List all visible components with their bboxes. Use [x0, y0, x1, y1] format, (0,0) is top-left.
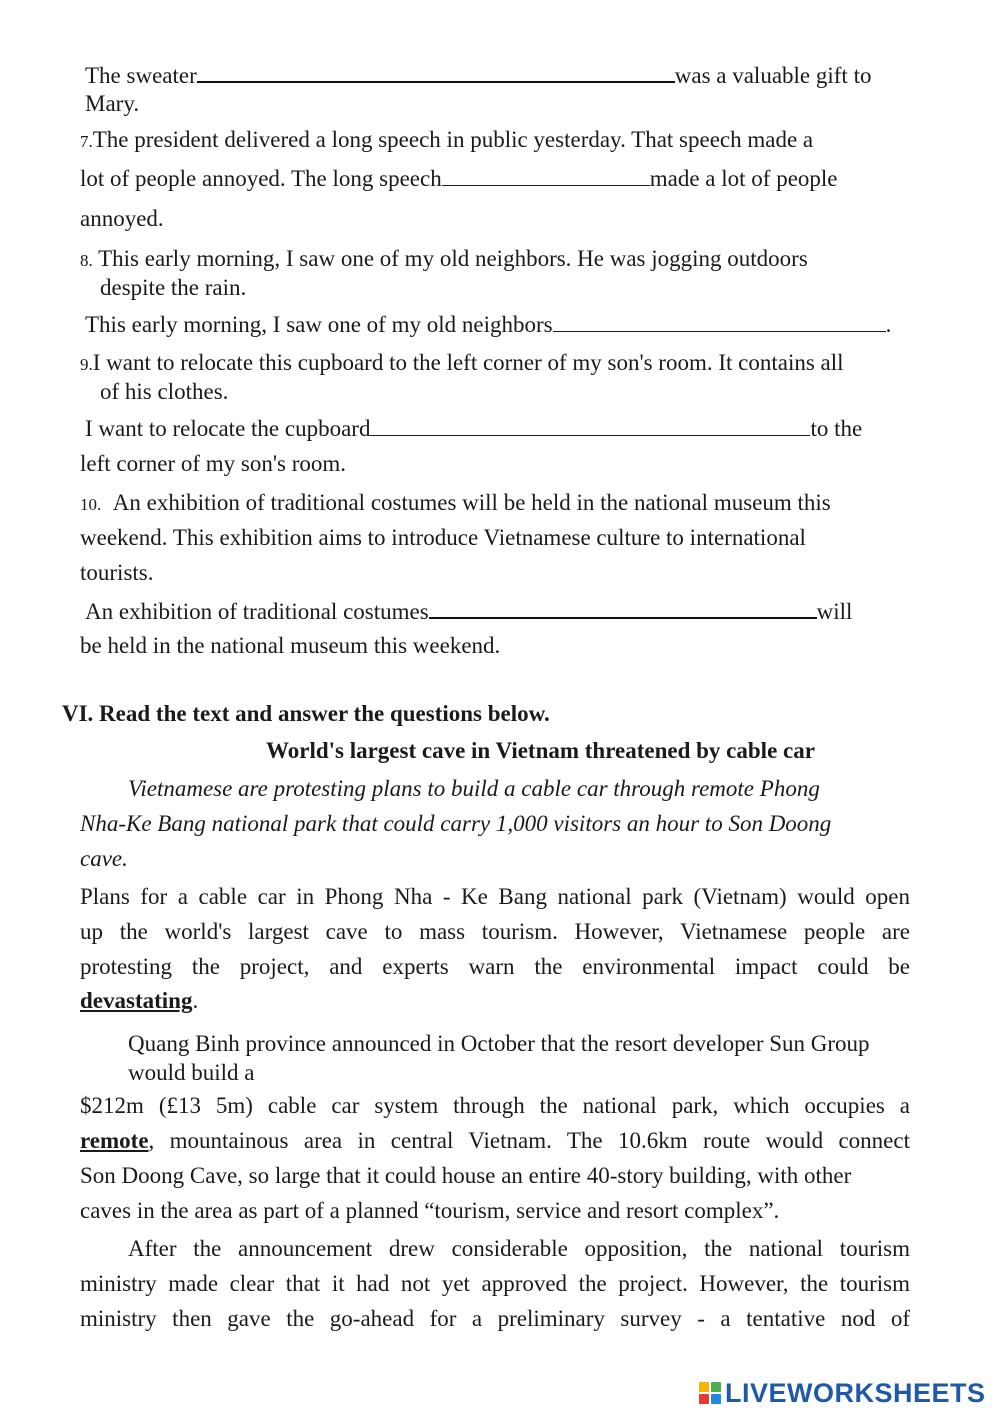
q9-number: 9.	[80, 355, 93, 374]
p2-line-2: would build a	[128, 1060, 255, 1085]
q6-answer-line-2: Mary.	[85, 91, 140, 116]
p3-line-1: After the announcement drew considerable opposition, the national tourism	[128, 1236, 910, 1261]
p1-line-3: protesting the project, and experts warn the environmental impact could be	[80, 954, 910, 979]
p3-line-3: ministry then gave the go-ahead for a preliminary survey - a tentative nod of	[80, 1306, 910, 1331]
q10-answer-blank[interactable]	[429, 597, 817, 619]
q9-prompt-line-2: of his clothes.	[100, 379, 229, 404]
p2-line-6: caves in the area as part of a planned “tourism, service and resort complex”.	[80, 1198, 780, 1223]
q9-answer-line-2: left corner of my son's room.	[80, 451, 347, 476]
keyword-remote: remote	[80, 1128, 149, 1153]
p2-line-3: $212m (£13 5m) cable car system through the national park, which occupies a	[80, 1093, 910, 1118]
q6-answer-blank[interactable]	[197, 61, 675, 83]
lead-line-1: Vietnamese are protesting plans to build a cable car through remote Phong	[128, 776, 820, 801]
p1-line-4: devastating.	[80, 988, 199, 1013]
q8-prompt-line-1: 8. This early morning, I saw one of my old neighbors. He was jogging outdoors	[80, 246, 808, 271]
q8-answer-line: This early morning, I saw one of my old neighbors .	[85, 312, 892, 337]
p1-line-2: up the world's largest cave to mass tourism. However, Vietnamese people are	[80, 919, 910, 944]
p3-line-2: ministry made clear that it had not yet approved the project. However, the tourism	[80, 1271, 910, 1296]
logo-text: LIVEWORKSHEETS	[725, 1377, 986, 1408]
p2-line-1: Quang Binh province announced in October that the resort developer Sun Group	[128, 1031, 870, 1056]
q7-prompt-line-2: lot of people annoyed. The long speech made a lot of people	[80, 166, 838, 191]
q8-answer-blank[interactable]	[553, 311, 886, 332]
q9-prompt-line-1: 9.I want to relocate this cupboard to the left corner of my son's room. It contains all	[80, 350, 844, 375]
q9-answer-line: I want to relocate the cupboard to the	[85, 416, 863, 441]
p2-line-4	[80, 1127, 910, 1155]
q10-answer-line-2: be held in the national museum this weekend.	[80, 633, 501, 658]
q10-prompt-line-3: tourists.	[80, 560, 154, 585]
q10-prompt-line-2: weekend. This exhibition aims to introduce Vietnamese culture to international	[80, 525, 806, 550]
p2-line-4-rest: , mountainous area in central Vietnam. The 10.6km route would connect	[148, 1128, 910, 1153]
q7-prompt-line-1: 7.The president delivered a long speech in public yesterday. That speech made a	[80, 127, 814, 152]
q10-prompt-line-1: 10. An exhibition of traditional costumes will be held in the national museum this	[80, 490, 831, 515]
q8-number: 8.	[80, 251, 93, 270]
logo-square-4	[711, 1394, 721, 1404]
q7-prompt-line-3: annoyed.	[80, 206, 164, 231]
q6-answer-line: The sweater was a valuable gift to	[85, 63, 872, 88]
q9-answer-blank[interactable]	[370, 415, 810, 436]
keyword-devastating: devastating	[80, 988, 193, 1013]
logo-square-2	[711, 1382, 721, 1392]
q10-number: 10.	[80, 495, 102, 514]
liveworksheets-logo	[698, 1378, 986, 1408]
logo-square-3	[699, 1394, 709, 1404]
section-heading: VI. Read the text and answer the questions below.	[62, 701, 550, 726]
q8-prompt-line-2: despite the rain.	[100, 275, 247, 300]
lead-line-2: Nha-Ke Bang national park that could carry 1,000 visitors an hour to Son Doong	[80, 811, 832, 836]
q7-number: 7.	[80, 132, 93, 151]
q10-answer-line: An exhibition of traditional costumes will	[85, 599, 853, 624]
liveworksheets-logo-icon	[698, 1381, 722, 1405]
p2-line-5: Son Doong Cave, so large that it could house an entire 40-story building, with other	[80, 1163, 852, 1188]
logo-square-1	[699, 1382, 709, 1392]
lead-line-3: cave.	[80, 846, 128, 871]
p1-line-1: Plans for a cable car in Phong Nha - Ke Bang national park (Vietnam) would open	[80, 884, 910, 909]
article-title: World's largest cave in Vietnam threatened by cable car	[266, 738, 815, 763]
q7-answer-blank[interactable]	[442, 165, 650, 186]
